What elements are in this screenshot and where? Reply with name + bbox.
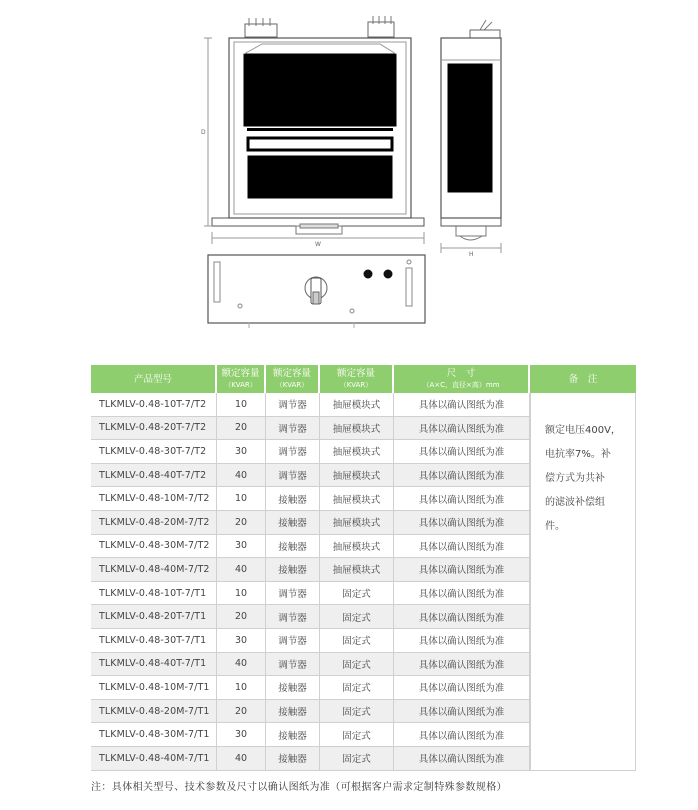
header-capacity-3: 额定容量 （KVAR） (320, 365, 394, 393)
cell-capacity: 10 (217, 676, 266, 700)
cell-control: 调节器 (266, 440, 320, 464)
cell-type: 抽屉模块式 (320, 464, 394, 488)
cell-dimensions: 具体以确认图纸为准 (394, 653, 530, 677)
cell-capacity: 30 (217, 723, 266, 747)
cell-capacity: 20 (217, 605, 266, 629)
cell-control: 接触器 (266, 747, 320, 771)
cell-model: TLKMLV-0.48-30T-7/T2 (91, 440, 217, 464)
dim-side-label: H (469, 251, 474, 258)
cell-capacity: 30 (217, 440, 266, 464)
cell-control: 调节器 (266, 464, 320, 488)
cell-type: 固定式 (320, 747, 394, 771)
side-view (441, 20, 501, 253)
cell-capacity: 40 (217, 558, 266, 582)
remarks-line: 电抗率7%。补 (545, 449, 611, 460)
cell-model: TLKMLV-0.48-40M-7/T2 (91, 558, 217, 582)
technical-drawings (0, 0, 698, 345)
dim-width-label: W (315, 241, 321, 248)
table-row (91, 393, 636, 417)
cell-control: 调节器 (266, 629, 320, 653)
cell-model: TLKMLV-0.48-10M-7/T1 (91, 676, 217, 700)
cell-type: 抽屉模块式 (320, 417, 394, 441)
cell-dimensions: 具体以确认图纸为准 (394, 629, 530, 653)
cell-control: 调节器 (266, 393, 320, 417)
cell-model: TLKMLV-0.48-20T-7/T1 (91, 605, 217, 629)
cell-type: 抽屉模块式 (320, 511, 394, 535)
cell-control: 调节器 (266, 582, 320, 606)
cell-capacity: 20 (217, 700, 266, 724)
cell-model: TLKMLV-0.48-10T-7/T1 (91, 582, 217, 606)
cell-capacity: 20 (217, 417, 266, 441)
cell-type: 固定式 (320, 723, 394, 747)
header-model: 产品型号 (91, 365, 217, 393)
cell-dimensions: 具体以确认图纸为准 (394, 511, 530, 535)
dim-height-label: D (201, 129, 206, 136)
cell-dimensions: 具体以确认图纸为准 (394, 558, 530, 582)
cell-type: 抽屉模块式 (320, 535, 394, 559)
header-dimensions: 尺 寸 （A×C，直径×高）mm (394, 365, 530, 393)
top-view (208, 255, 425, 328)
table-header-row (91, 365, 636, 393)
cell-capacity: 10 (217, 582, 266, 606)
cell-capacity: 40 (217, 464, 266, 488)
cell-dimensions: 具体以确认图纸为准 (394, 582, 530, 606)
cell-control: 接触器 (266, 676, 320, 700)
remarks-line: 件。 (545, 521, 565, 532)
cell-capacity: 20 (217, 511, 266, 535)
front-view (204, 16, 424, 244)
cell-type: 固定式 (320, 582, 394, 606)
spec-table (91, 365, 636, 771)
cell-model: TLKMLV-0.48-30M-7/T1 (91, 723, 217, 747)
cell-control: 接触器 (266, 700, 320, 724)
cell-capacity: 10 (217, 487, 266, 511)
cell-dimensions: 具体以确认图纸为准 (394, 417, 530, 441)
cell-capacity: 40 (217, 653, 266, 677)
cell-capacity: 10 (217, 393, 266, 417)
cell-type: 固定式 (320, 629, 394, 653)
cell-control: 接触器 (266, 511, 320, 535)
remarks-line: 偿方式为共补 (545, 473, 605, 484)
cell-dimensions: 具体以确认图纸为准 (394, 487, 530, 511)
cell-dimensions: 具体以确认图纸为准 (394, 747, 530, 771)
cell-dimensions: 具体以确认图纸为准 (394, 723, 530, 747)
header-capacity: 额定容量 （KVAR） (217, 365, 266, 393)
table-body (91, 393, 636, 771)
cell-type: 固定式 (320, 700, 394, 724)
cell-dimensions: 具体以确认图纸为准 (394, 535, 530, 559)
cell-type: 抽屉模块式 (320, 440, 394, 464)
cell-dimensions: 具体以确认图纸为准 (394, 464, 530, 488)
header-remarks: 备 注 (530, 365, 636, 393)
cell-capacity: 30 (217, 629, 266, 653)
cell-type: 固定式 (320, 653, 394, 677)
cell-type: 抽屉模块式 (320, 487, 394, 511)
cell-dimensions: 具体以确认图纸为准 (394, 605, 530, 629)
cell-type: 固定式 (320, 676, 394, 700)
footnote: 注：具体相关型号、技术参数及尺寸以确认图纸为准（可根据客户需求定制特殊参数规格） (91, 782, 507, 793)
cell-type: 固定式 (320, 605, 394, 629)
cell-model: TLKMLV-0.48-40T-7/T2 (91, 464, 217, 488)
remarks-note (530, 393, 636, 771)
cell-model: TLKMLV-0.48-30T-7/T1 (91, 629, 217, 653)
cell-type: 抽屉模块式 (320, 558, 394, 582)
cell-model: TLKMLV-0.48-40T-7/T1 (91, 653, 217, 677)
cell-control: 接触器 (266, 487, 320, 511)
remarks-line: 的滤波补偿组 (545, 497, 605, 508)
cell-type: 抽屉模块式 (320, 393, 394, 417)
cell-model: TLKMLV-0.48-30M-7/T2 (91, 535, 217, 559)
cell-model: TLKMLV-0.48-20T-7/T2 (91, 417, 217, 441)
cell-model: TLKMLV-0.48-10T-7/T2 (91, 393, 217, 417)
cell-model: TLKMLV-0.48-20M-7/T2 (91, 511, 217, 535)
cell-capacity: 40 (217, 747, 266, 771)
remarks-line: 额定电压400V， (545, 425, 621, 436)
cell-capacity: 30 (217, 535, 266, 559)
cell-dimensions: 具体以确认图纸为准 (394, 700, 530, 724)
cell-dimensions: 具体以确认图纸为准 (394, 440, 530, 464)
cell-control: 接触器 (266, 558, 320, 582)
cell-control: 调节器 (266, 605, 320, 629)
header-capacity-2: 额定容量 （KVAR） (266, 365, 320, 393)
cell-control: 接触器 (266, 723, 320, 747)
cell-control: 调节器 (266, 653, 320, 677)
cell-control: 调节器 (266, 417, 320, 441)
cell-control: 接触器 (266, 535, 320, 559)
cell-model: TLKMLV-0.48-10M-7/T2 (91, 487, 217, 511)
cell-model: TLKMLV-0.48-20M-7/T1 (91, 700, 217, 724)
cell-dimensions: 具体以确认图纸为准 (394, 676, 530, 700)
cell-dimensions: 具体以确认图纸为准 (394, 393, 530, 417)
cell-model: TLKMLV-0.48-40M-7/T1 (91, 747, 217, 771)
